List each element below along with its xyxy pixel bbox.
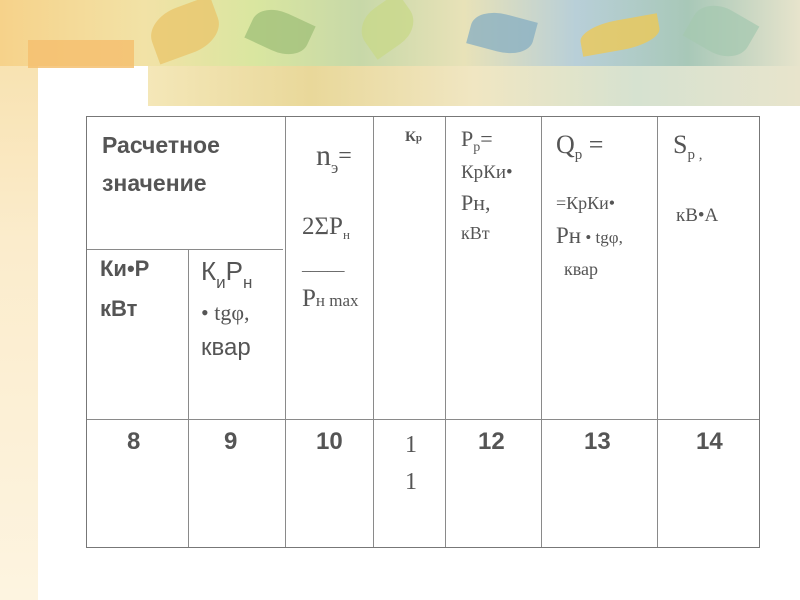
decorative-orange-block xyxy=(28,40,134,68)
subheader-ki-pn-tg-line2: • tgφ, xyxy=(201,300,250,325)
column-number: 1 xyxy=(405,469,417,495)
header-calc-value-line2: значение xyxy=(102,170,207,196)
column-number: 9 xyxy=(224,428,238,455)
column-number: 10 xyxy=(316,428,343,455)
header-qp-line2: =КрКи• xyxy=(556,193,616,213)
header-qp-symbol: $Q_р$ = xyxy=(556,130,604,163)
header-qp-unit: квар xyxy=(564,259,598,279)
header-ne-numerator: $2\Sigma Р_н$ xyxy=(302,213,350,242)
grid-line xyxy=(541,117,542,547)
header-ne-fraction-rule: _____ xyxy=(302,255,345,274)
grid-line xyxy=(445,117,446,547)
header-kp: Кр xyxy=(405,129,423,145)
column-number: 13 xyxy=(584,428,611,455)
subheader-ki-pn-line1: Ки•Р xyxy=(100,256,150,281)
header-calc-value-line1: Расчетное xyxy=(102,132,220,158)
grid-line xyxy=(373,117,374,547)
header-pp-line2: КрКи• xyxy=(461,162,513,183)
subheader-ki-pn-tg-line1: $К_иР_н$ xyxy=(201,256,253,292)
header-sp-symbol: $S_{р ,}$ xyxy=(673,130,703,163)
grid-line xyxy=(285,117,286,547)
column-number: 1 xyxy=(405,432,417,458)
column-number: 8 xyxy=(127,428,141,455)
header-pp-unit: кВт xyxy=(461,223,490,243)
left-decorative-strip xyxy=(0,0,38,600)
subheader-ki-pn-line2: кВт xyxy=(100,296,138,321)
column-number: 12 xyxy=(478,428,505,455)
subheader-ki-pn-tg-unit: квар xyxy=(201,334,251,361)
grid-line xyxy=(657,117,658,547)
header-qp-line3: Рн • tgφ, xyxy=(556,223,623,248)
grid-line xyxy=(188,249,189,547)
decorative-banner-lower xyxy=(148,66,800,106)
header-ne-symbol: $n_э=$ xyxy=(316,139,352,177)
header-pp-line3: Рн, xyxy=(461,190,491,215)
grid-line xyxy=(87,419,759,420)
header-sp-unit: кВ•А xyxy=(676,205,719,226)
grid-line xyxy=(87,249,283,250)
header-ne-denominator: Рн max xyxy=(302,285,359,312)
column-number: 14 xyxy=(696,428,723,455)
header-pp-symbol: $Р_р=$ xyxy=(461,126,493,155)
